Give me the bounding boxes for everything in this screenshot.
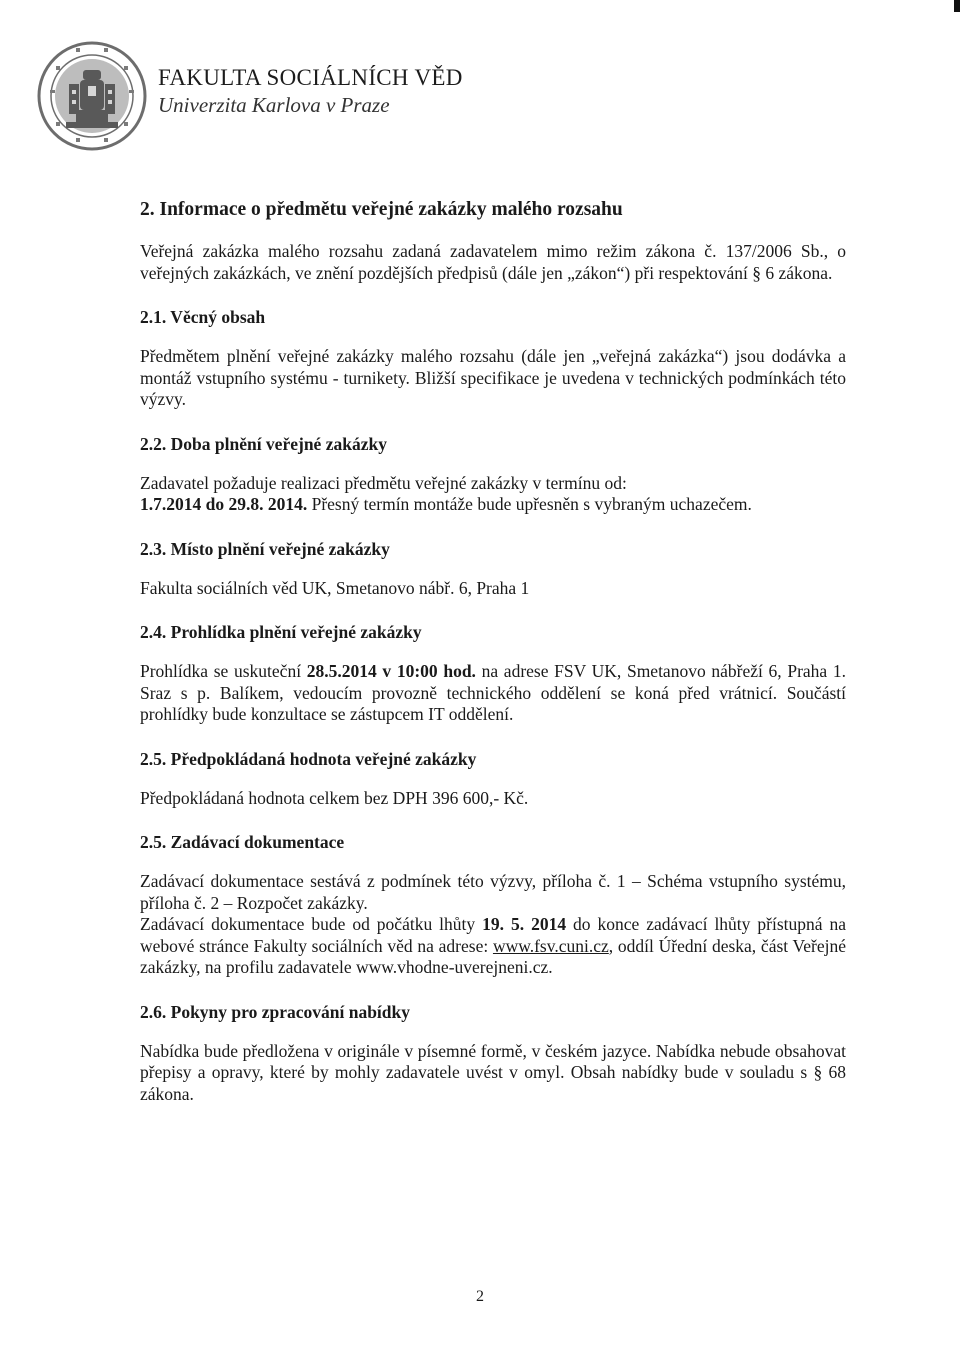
subsection-2-2-title: 2.2. Doba plnění veřejné zakázky [140, 433, 387, 454]
text-pre: Zadávací dokumentace bude od počátku lhůty [140, 914, 483, 934]
subsection-2-1-title: 2.1. Věcný obsah [140, 307, 266, 327]
line-1: Zadavatel požaduje realizaci předmětu veřejné zakázky v termínu od: [140, 472, 627, 493]
subsection-2-1-text: Předmětem plnění veřejné zakázky malého rozsahu (dále jen „veřejná zakázka“) jsou dodávka a montáž vstupního systému - turnikety. Bližší specifikace je uvedena v technických podmínkách této výzvy. [140, 346, 846, 409]
section-title: 2. Informace o předmětu veřejné zakázky malého rozsahu [140, 199, 623, 220]
subsection-2-6-text: Nabídka bude předložena v originále v písemné formě, v českém jazyce. Nabídka nebude obsahovat přepisy a opravy, které by mohly zadavatele uvést v omyl. Obsah nabídky bude v souladu s § 68 zákona. [140, 1040, 846, 1104]
university-seal-icon [36, 40, 148, 152]
faculty-name: FAKULTA SOCIÁLNÍCH VĚD [158, 65, 463, 90]
section-intro: Veřejná zakázka malého rozsahu zadaná zadavatelem mimo režim zákona č. 137/2006 Sb., o veřejných zakázkách, ve znění pozdějších předpisů (dále jen „zákon“) při respektování § 6 zákona. [140, 241, 846, 283]
document-body [140, 198, 846, 1127]
subsection-2-6-title: 2.6. Pokyny pro zpracování nabídky [140, 1001, 411, 1022]
subsection-2-5-docs-p1: Zadávací dokumentace sestává z podmínek této výzvy, příloha č. 1 – Schéma vstupního systému, příloha č. 2 – Rozpočet zakázky. [140, 871, 846, 913]
university-name: Univerzita Karlova v Praze [158, 93, 390, 117]
subsection-2-5-docs-p2 [140, 914, 846, 979]
text-post: na adrese FSV UK, Smetanovo nábřeží 6, Praha 1. Sraz s p. Balíkem, vedoucím provozně technického oddělení se koná před vrátnicí. Součástí prohlídky bude konzultace se zástupcem IT oddělení. [140, 661, 846, 724]
text-pre: Prohlídka se uskuteční [140, 661, 307, 681]
subsection-2-3-text: Fakulta sociálních věd UK, Smetanovo nábř. 6, Praha 1 [140, 577, 530, 598]
subsection-2-5-value-title: 2.5. Předpokládaná hodnota veřejné zakázky [140, 748, 477, 769]
scan-corner-mark [954, 0, 960, 12]
page-number: 2 [476, 1288, 484, 1305]
letterhead [36, 40, 463, 152]
line-2-rest: Přesný termín montáže bude upřesněn s vybraným uchazečem. [307, 494, 752, 514]
subsection-2-5-value-text: Předpokládaná hodnota celkem bez DPH 396 600,- Kč. [140, 787, 529, 808]
subsection-2-2-text [140, 473, 846, 516]
date-range: 1.7.2014 do 29.8. 2014. [140, 494, 308, 514]
subsection-2-4-text [140, 661, 846, 726]
subsection-2-4-title: 2.4. Prohlídka plnění veřejné zakázky [140, 622, 422, 642]
start-date: 19. 5. 2014 [482, 914, 567, 934]
text-mid: do konce zadávací lhůty přístupná na webové stránce Fakulty sociálních věd na adrese: [140, 914, 847, 956]
text-post: , oddíl Úřední deska, část Veřejné zakázky, na profilu zadavatele www.vhodne-uverejneni.cz. [140, 935, 847, 977]
subsection-2-5-docs-title: 2.5. Zadávací dokumentace [140, 832, 345, 852]
inspection-datetime: 28.5.2014 v 10:00 hod. [306, 661, 476, 681]
subsection-2-3-title: 2.3. Místo plnění veřejné zakázky [140, 538, 390, 559]
website-link[interactable]: www.fsv.cuni.cz [492, 935, 609, 956]
